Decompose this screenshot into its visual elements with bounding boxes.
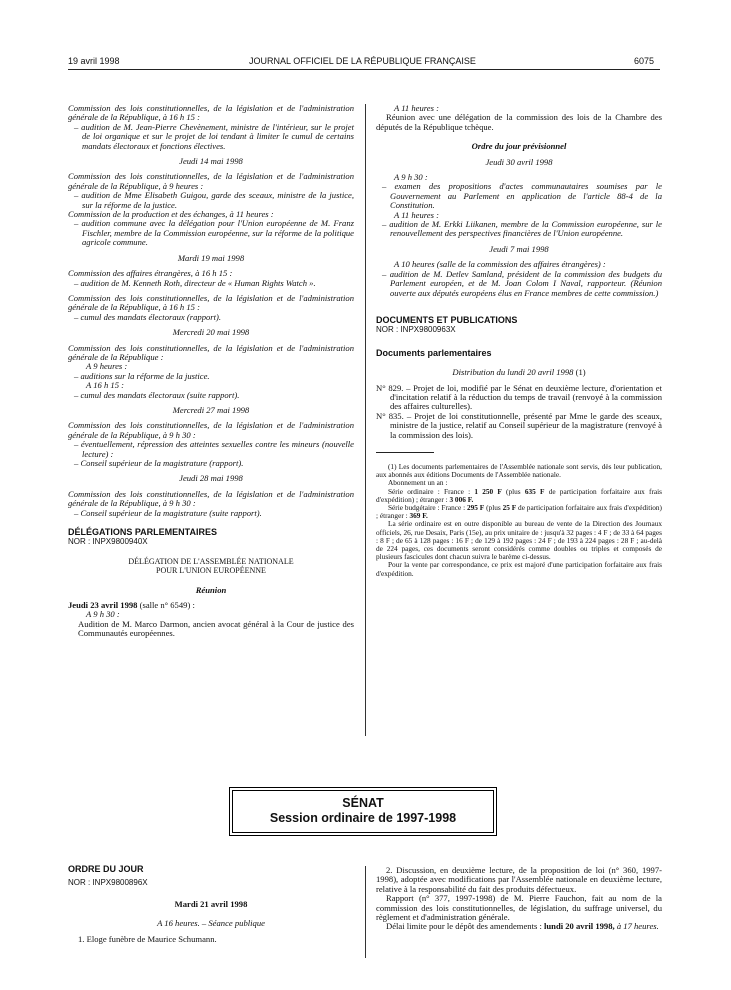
time-line: A 9 h 30 : [86,609,120,620]
agenda-item: 1. Eloge funèbre de Maurice Schumann. [78,933,217,944]
footnote [376,463,662,578]
document-number: N° 835. [376,410,404,421]
committee-line: Commission des lois constitutionnelles, de la législation et de l'administration générale de la République : [68,342,354,362]
footnote-text: Pour la vente par correspondance, ce prix est majoré d'une participation forfaitaire aux frais d'expédition. [376,560,662,578]
footnote-rule [376,452,434,453]
agenda-item: – audition de M. Kenneth Roth, directeur de « Human Rights Watch ». [74,277,316,288]
delai-date: lundi 20 avril 1998, [544,921,615,932]
delegation-subtitle: POUR L'UNION EUROPÉENNE [156,566,266,576]
senat-subtitle: Session ordinaire de 1997-1998 [269,811,457,825]
price: 1 250 F [474,486,502,496]
agenda-item: – audition de Mme Elisabeth Guigou, garde des sceaux, ministre de la justice, sur la réforme de la justice. [74,190,354,210]
agenda-item: – audition commune avec la délégation pour l'Union européenne de M. Franz Fischler, membre de la Commission européenne, sur la réforme de la politique agricole commune. [74,218,354,248]
committee-line: Commission des lois constitutionnelles, de la législation et de l'administration générale de la République, à 9 h 30 : [68,488,354,509]
time-line: A 9 h 30 : [394,172,428,183]
senat-box [229,787,497,836]
seance-time: A 16 heures. – Séance publique [157,918,265,929]
price: 295 F [467,502,485,512]
date-heading: Jeudi 28 mai 1998 [179,473,243,484]
distribution-note-ref: (1) [573,367,586,378]
agenda-item: – éventuellement, répression des atteintes sexuelles contre les mineurs (nouvelle lecture) : [74,439,354,459]
agenda-item: – examen des propositions d'actes communautaires soumises par le Gouvernement au Parlement en application de l'article 88-4 de la Constitution. [382,181,662,211]
time-line: A 10 heures (salle de la commission des affaires étrangères) : [394,259,606,270]
committee-line: Commission des lois constitutionnelles, de la législation et de l'administration générale de la République, à 16 h 15 : [68,103,354,123]
committee-line: Commission des lois constitutionnelles, de la législation et de l'administration générale de la République, à 9 h 30 : [68,420,354,440]
column-divider [365,866,366,958]
time-line: A 11 heures : [394,209,439,220]
footnote-text: (plus [484,502,503,512]
price: 25 F [502,502,517,512]
time-line: A 11 heures : [394,103,439,113]
footnote-text: Série ordinaire : France : [388,486,475,496]
agenda-item: – cumul des mandats électoraux (rapport). [74,311,222,322]
agenda-item: – audition de M. Jean-Pierre Chevènement, ministre de l'intérieur, sur le projet de loi organique et sur le projet de loi tendant à limiter le cumul de certains mandats électoraux et fonctions électives. [74,121,354,151]
committee-line: Commission des lois constitutionnelles, de la législation et de l'administration générale de la République, à 16 h 15 : [68,292,354,313]
agenda-item: – Conseil supérieur de la magistrature (suite rapport). [74,507,262,518]
time-line: A 9 heures : [86,361,128,372]
date-heading: Mercredi 27 mai 1998 [172,404,250,415]
footnote-text: de participation forfaitaire aux frais d'expédition) ; étranger : [376,486,662,504]
committee-line: Commission des affaires étrangères, à 16 h 15 : [68,268,233,279]
senat-title: SÉNAT [342,796,384,810]
left-column [68,104,354,639]
document-text: – Projet de loi constitutionnelle, présenté par Mme le garde des sceaux, ministre de la justice, relatif au Conseil supérieur de la magistrature (renvoyé à la commission des lois). [390,410,662,440]
bottom-left-column [68,865,354,944]
footnote-text: Série budgétaire : France : [388,502,467,512]
delai-text: Délai limite pour le dépôt des amendements : [386,921,544,932]
nor-reference: NOR : INPX9800963X [376,325,456,335]
distribution-date: Distribution du lundi 20 avril 1998 [452,367,574,378]
nor-reference: NOR : INPX9800896X [68,878,148,888]
committee-line: Commission des lois constitutionnelles, de la législation et de l'administration générale de la République, à 9 heures : [68,171,354,191]
agenda-item: – auditions sur la réforme de la justice. [74,370,210,381]
header-rule [68,69,660,70]
footnote-text: de participation forfaitaire aux frais d'expédition) ; étranger : [376,502,662,521]
rapport-text: Rapport (n° 377, 1997-1998) de M. Pierre Fauchon, fait au nom de la commission des lois constitutionnelles, de législation, du suffrage universel, du règlement et d'administration générale. [376,893,662,923]
footnote-text: (plus [501,486,525,496]
agenda-item: – Conseil supérieur de la magistrature (rapport). [74,458,244,468]
header-page-number: 6075 [634,56,655,66]
seance-date: Mardi 21 avril 1998 [174,898,248,909]
right-column [376,104,662,578]
document-number: N° 829. [376,382,404,393]
header-date: 19 avril 1998 [68,56,120,66]
delai-time: à 17 heures. [614,921,659,932]
footnote-text: La série ordinaire est en outre disponible au bureau de vente de la Direction des Journaux officiels, 26, rue Desaix, Paris (15e), au prix unitaire de : jusqu'à 32 pages : 4 F ; de 33 à 64 pages : 8 F ; de 65 à 128 pages : 16 F ; de 129 à 192 pages : 24 F ; de 193 à 224 pages : 28 F ; au-delà de 224 pages, ces documents seront considérés comme doubles ou triples et composés de plusieurs fascicules dont chacun suivra le barème ci-dessus. [376,519,662,562]
meeting-room: (salle n° 6549) : [137,600,195,611]
documents-parlementaires-heading: Documents parlementaires [376,347,492,358]
price: 635 F [524,486,545,496]
agenda-item: – audition de M. Erkki Liikanen, membre de la Commission européenne, sur le renouvellement des perspectives financières de l'Union européenne. [382,219,662,239]
footnote-text: Abonnement un an : [388,478,448,488]
reunion-heading: Réunion [195,584,227,595]
time-line: A 16 h 15 : [86,380,125,391]
senat-box-inner [232,790,494,833]
agenda-item: – cumul des mandats électoraux (suite rapport). [74,389,240,400]
ordre-du-jour-title: ORDRE DU JOUR [68,864,144,874]
nor-reference: NOR : INPX9800940X [68,537,148,547]
header-journal: JOURNAL OFFICIEL DE LA RÉPUBLIQUE FRANÇAISE [249,56,476,66]
delegation-subtitle: DÉLÉGATION DE L'ASSEMBLÉE NATIONALE [128,556,294,566]
date-heading: Jeudi 30 avril 1998 [485,156,553,167]
reunion-text: Réunion avec une délégation de la commission des lois de la Chambre des députés de la République tchèque. [376,112,662,132]
ordre-previsionnel-heading: Ordre du jour prévisionnel [471,141,567,152]
section-title-documents: DOCUMENTS ET PUBLICATIONS [376,314,518,325]
agenda-item: – audition de M. Detlev Samland, président de la commission des budgets du Parlement européen, et de M. Joan Colom I Naval, rapporteur. (Réunion ouverte aux députés européens élus en France membres de cette commission.) [382,268,662,298]
committee-line: Commission de la production et des échanges, à 11 heures : [68,209,274,220]
bottom-right-column [376,866,662,932]
date-heading: Jeudi 14 mai 1998 [179,156,243,167]
price: 369 F. [409,511,428,521]
date-heading: Mardi 19 mai 1998 [177,252,245,263]
footnote-text: (1) Les documents parlementaires de l'Assemblée nationale sont servis, dès leur publication, aux abonnés aux éditions Documents de l'Assemblée nationale. [376,461,662,480]
price: 3 006 F. [449,494,474,504]
document-text: – Projet de loi, modifié par le Sénat en deuxième lecture, d'orientation et d'incitation relatif à la réduction du temps de travail (renvoyé à la commission des affaires culturelles). [390,382,662,412]
agenda-item: 2. Discussion, en deuxième lecture, de la proposition de loi (n° 360, 1997-1998), adoptée avec modifications par l'Assemblée nationale en deuxième lecture, relative à la responsabilité du fait des produits défectueux. [376,865,662,894]
date-heading: Mercredi 20 mai 1998 [172,327,250,338]
meeting-date: Jeudi 23 avril 1998 [68,600,138,611]
audition-text: Audition de M. Marco Darmon, ancien avocat général à la Cour de justice des Communautés européennes. [78,618,354,639]
section-title-delegations: DÉLÉGATIONS PARLEMENTAIRES [68,527,218,538]
column-divider [365,104,366,736]
date-heading: Jeudi 7 mai 1998 [489,243,549,254]
